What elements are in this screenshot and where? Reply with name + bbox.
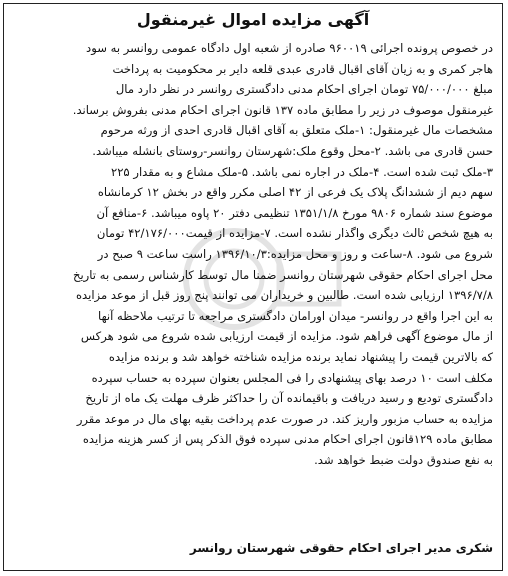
notice-title: آگهی مزایده اموال غیرمنقول — [136, 10, 370, 29]
body-line: به نفع صندوق دولت ضبط خواهد شد. — [314, 452, 493, 467]
body-line: مشخصات مال غیرمنقول: ۱-ملک متعلق به آقای اقبال قادری احدی از ورثه مرحوم — [100, 123, 493, 138]
body-line: شروع می شود. ۸-ساعت و روز و محل مزایده:۱۳۹۶/۱۰/۳ راست ساعت ۹ صبح در — [97, 246, 493, 261]
body-line: از مال موضوع آگهی فراهم شود. مزایده از قیمت ارزیابی شده شروع می شود هرکس — [80, 329, 493, 344]
body-line: مکلف است ۱۰ درصد بهای پیشنهادی را فی المجلس بعنوان سپرده به حساب سپرده — [91, 370, 493, 385]
body-line: غیرمنقول موصوف در زیر را مطابق ماده ۱۳۷ قانون اجرای احکام مدنی بفروش برساند. — [72, 102, 493, 117]
body-line: دادگستری تودیع و رسید دریافت و باقیمانده آن را حداکثر ظرف مهلت یک ماه از تاریخ — [85, 391, 493, 406]
body-line: محل اجرای احکام حقوقی شهرستان روانسر ضمنا مال توسط کارشناس رسمی به تاریخ — [72, 267, 493, 282]
body-line: ۱۳۹۶/۷/۸ ارزیابی شده است. طالبین و خریداران می توانند پنج روز قبل از موعد مزایده — [75, 288, 493, 303]
body-line: موضوع سند شماره ۹۸۰۶ مورخ ۱۳۵۱/۱/۸ تنظیمی دفتر ۲۰ پاوه میباشد. ۶-منافع آن — [96, 205, 493, 220]
body-line: که بالاترین قیمت را پیشنهاد نماید برنده مزایده شناخته خواهد شد و برنده مزایده — [108, 349, 493, 364]
body-line: مبلغ ۷۵/۰۰۰/۰۰۰ تومان اجرای احکام مدنی دادگستری روانسر در نظر دارد مال — [115, 82, 493, 97]
notice-frame — [3, 3, 503, 571]
body-line: به این اجرا واقع در روانسر- میدان اورامان دادگستری مراجعه تا ترتیب ملاحظه آنها — [98, 308, 493, 323]
body-line: مطابق ماده ۱۲۹قانون اجرای احکام مدنی سپرده فوق الذکر پس از کسر هزینه مزایده — [82, 432, 493, 447]
body-line: هاجر کمری و به زیان آقای اقبال قادری عبدی قلعه دایر بر محکومیت به پرداخت — [112, 61, 493, 76]
notice-body — [13, 38, 493, 470]
body-line: در خصوص پرونده اجرائی ۹۶۰۰۱۹ صادره از شعبه اول دادگاه عمومی روانسر به سود — [86, 41, 493, 55]
signature: شکری مدیر اجرای احکام حقوقی شهرستان روانسر — [189, 541, 493, 555]
body-line: ۳-ملک ثبت شده است. ۴-ملک در اجاره نمی باشد. ۵-ملک مشاع و به مقدار ۲۲۵ — [110, 164, 493, 179]
body-line: سهم دیم از ششدانگ پلاک یک فرعی از ۴۲ اصلی مکرر واقع در بخش ۱۲ کرمانشاه — [97, 185, 493, 200]
body-line: مزایده به حساب مزبور واریز کند. در صورت عدم پرداخت بقیه بهای مال در موعد مقرر — [76, 411, 493, 426]
body-line: حسن قادری می باشد. ۲-محل وقوع ملک:شهرستان روانسر-روستای بانشله میباشد. — [92, 143, 493, 158]
body-line: به هیچ شخص ثالث دیگری واگذار نشده است. ۷-مزایده از قیمت۴۲/۱۷۶/۰۰۰ تومان — [96, 226, 493, 241]
